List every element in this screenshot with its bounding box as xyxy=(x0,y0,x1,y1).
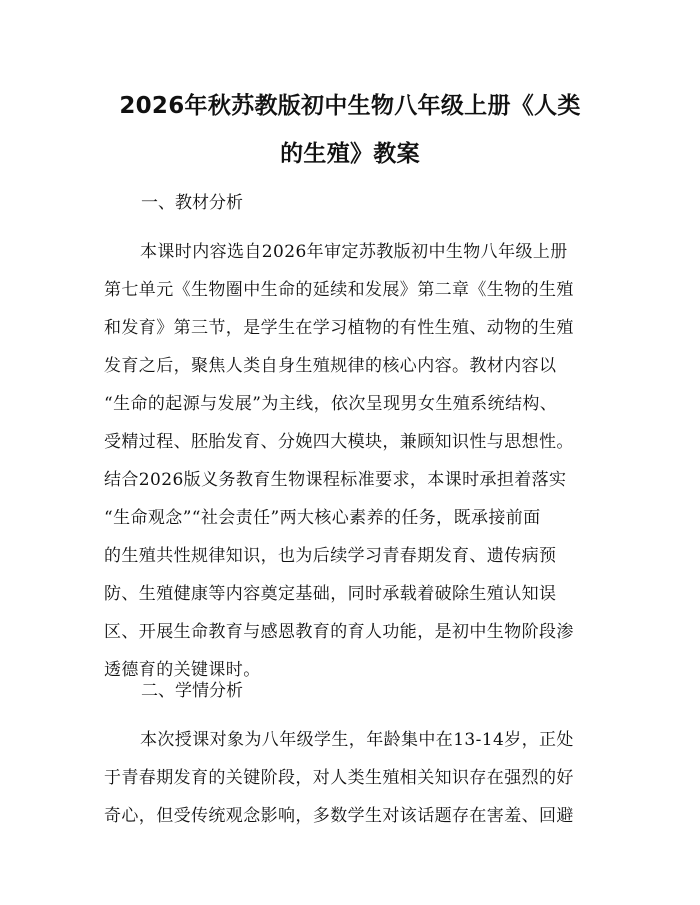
title-line: 2026年秋苏教版初中生物八年级上册《人类 xyxy=(119,93,581,119)
section-heading: 二、学情分析 xyxy=(141,681,243,701)
paragraph-line: 奇心，但受传统观念影响，多数学生对该话题存在害羞、回避 xyxy=(104,806,574,826)
section-heading: 一、教材分析 xyxy=(141,193,243,213)
section-paragraph xyxy=(104,721,604,835)
paragraph-line: 于青春期发育的关键阶段，对人类生殖相关知识存在强烈的好 xyxy=(104,768,574,788)
paragraph-line: “生命观念”“社会责任”两大核心素养的任务，既承接前面 xyxy=(104,508,541,528)
document-title xyxy=(100,82,600,178)
paragraph-line: 透德育的关键课时。 xyxy=(104,660,261,680)
paragraph-line: 发育之后，聚焦人类自身生殖规律的核心内容。教材内容以 xyxy=(104,356,557,376)
paragraph-line: 的生殖共性规律知识，也为后续学习青春期发育、遗传病预 xyxy=(104,546,557,566)
paragraph-line: 本课时内容选自2026年审定苏教版初中生物八年级上册 xyxy=(140,242,568,262)
paragraph-line: 受精过程、胚胎发育、分娩四大模块，兼顾知识性与思想性。 xyxy=(104,432,574,452)
paragraph-line: 本次授课对象为八年级学生，年龄集中在13-14岁，正处 xyxy=(140,730,574,750)
paragraph-line: 结合2026版义务教育生物课程标准要求，本课时承担着落实 xyxy=(104,470,567,490)
title-line: 的生殖》教案 xyxy=(280,141,420,167)
section-paragraph xyxy=(104,233,604,689)
paragraph-line: “生命的起源与发展”为主线，依次呈现男女生殖系统结构、 xyxy=(104,394,558,414)
paragraph-line: 区、开展生命教育与感恩教育的育人功能，是初中生物阶段渗 xyxy=(104,622,574,642)
paragraph-line: 第七单元《生物圈中生命的延续和发展》第二章《生物的生殖 xyxy=(104,280,574,300)
paragraph-line: 和发育》第三节，是学生在学习植物的有性生殖、动物的生殖 xyxy=(104,318,574,338)
paragraph-line: 防、生殖健康等内容奠定基础，同时承载着破除生殖认知误 xyxy=(104,584,557,604)
